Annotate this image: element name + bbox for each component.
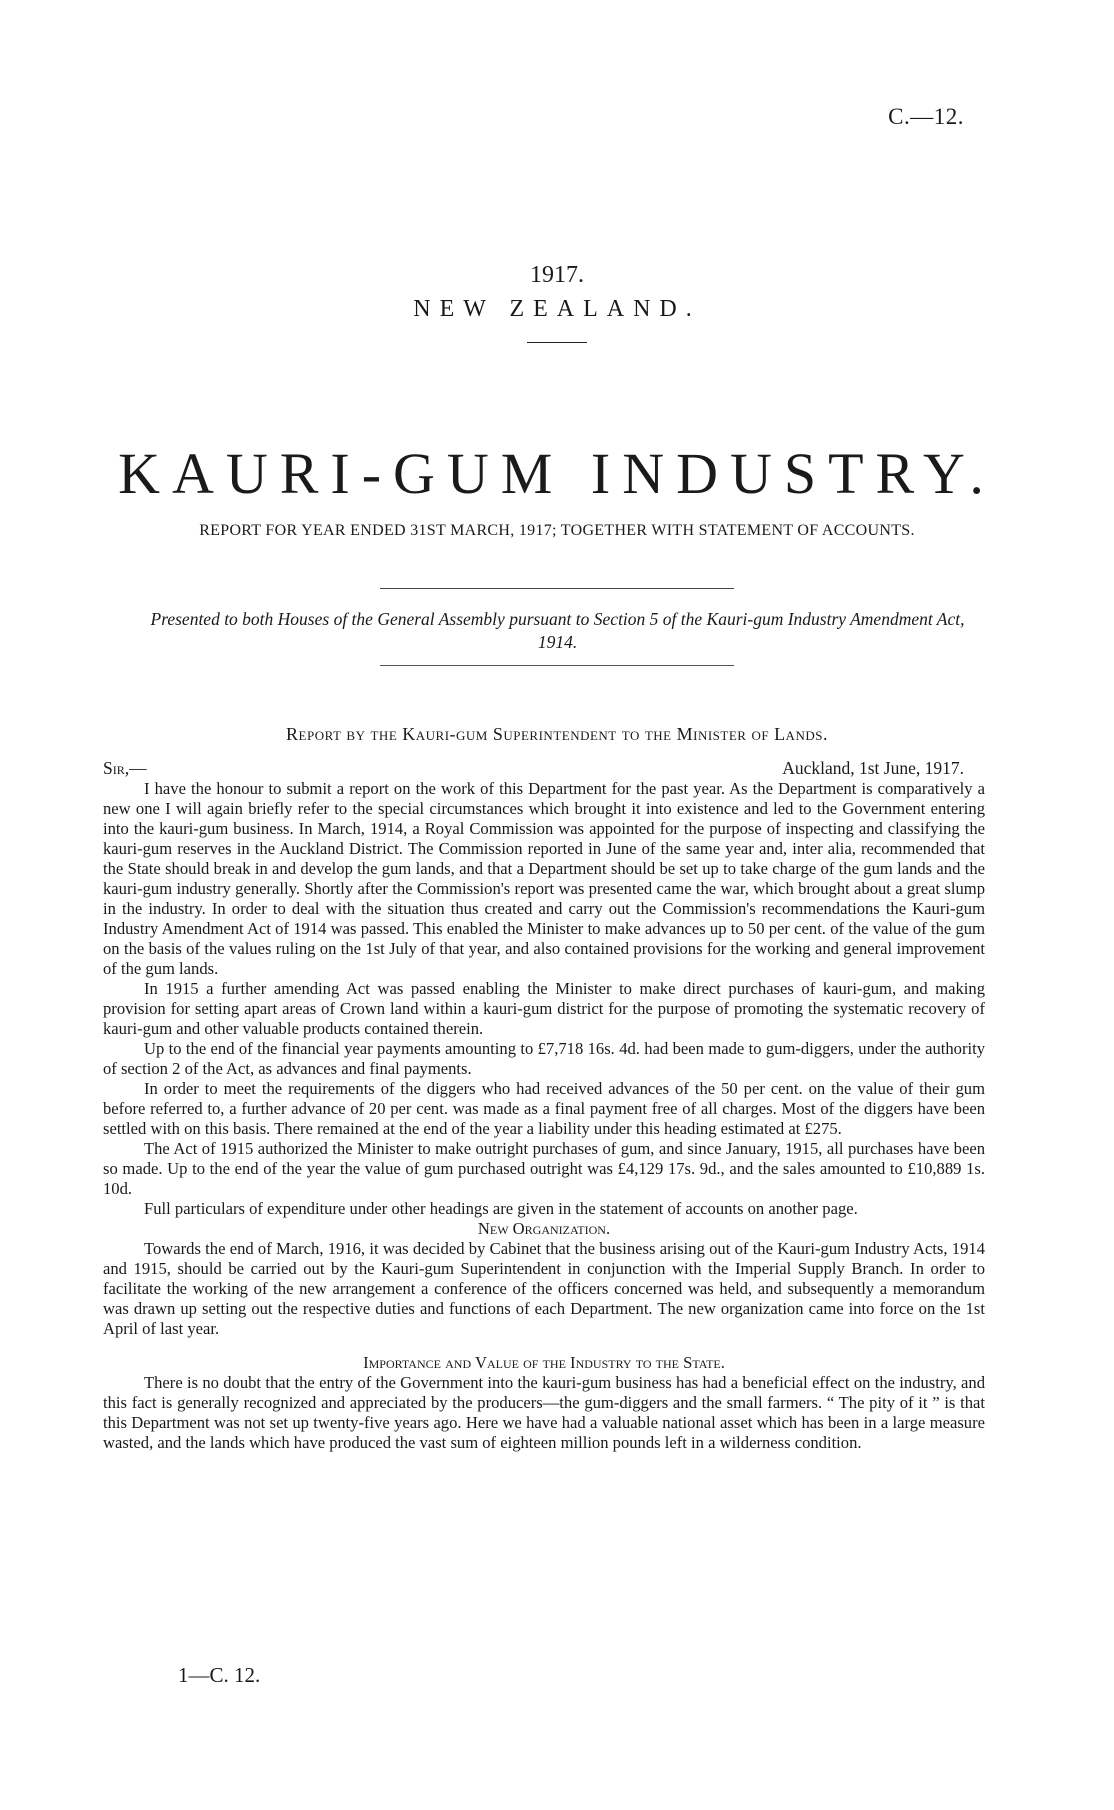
body-paragraph: Up to the end of the financial year payments amounting to £7,718 16s. 4d. had been made to gum-diggers, under the authority of section 2 of the Act, as advances and final payments.	[103, 1039, 985, 1078]
publication-year: 1917.	[530, 262, 584, 288]
document-title: KAURI-GUM INDUSTRY.	[118, 441, 996, 506]
section-heading-new-organization: New Organization.	[477, 1219, 611, 1238]
divider-rule	[380, 588, 734, 589]
country-heading: NEW ZEALAND.	[413, 296, 701, 322]
place-date: Auckland, 1st June, 1917.	[782, 758, 964, 778]
divider-rule	[380, 665, 734, 666]
body-paragraph: In order to meet the requirements of the diggers who had received advances of the 50 per cent. on the value of their gum before referred to, a further advance of 20 per cent. was made as a final payment free of all charges. Most of the diggers have been settled with on this basis. There remained at the end of the year a liability under this heading estimated at £275.	[103, 1079, 985, 1138]
report-body	[103, 779, 985, 1453]
body-paragraph: Full particulars of expenditure under other headings are given in the statement of accounts on another page.	[144, 1199, 858, 1218]
body-paragraph: In 1915 a further amending Act was passed enabling the Minister to make direct purchases of kauri-gum, and making provision for setting apart areas of Crown land within a kauri-gum district for the purpose of promoting the systematic recovery of kauri-gum and other valuable products contained therein.	[103, 979, 985, 1038]
body-paragraph: I have the honour to submit a report on the work of this Department for the past year. As the Department is comparatively a new one I will again briefly refer to the special circumstances which brought it into existence and led to the Government entering into the kauri-gum business. In March, 1914, a Royal Commission was appointed for the purpose of inspecting and classifying the kauri-gum reserves in the Auckland District. The Commission reported in June of the same year and, inter alia, recommended that the State should break in and develop the gum lands, and that a Department should be set up to take charge of the gum lands and the kauri-gum industry generally. Shortly after the Commission's report was presented came the war, which brought about a great slump in the industry. In order to deal with the situation thus created and carry out the Commission's recommendations the Kauri-gum Industry Amendment Act of 1914 was passed. This enabled the Minister to make advances up to 50 per cent. of the value of the gum on the basis of the values ruling on the 1st July of that year, and also contained provisions for the working and general improvement of the gum lands.	[103, 779, 985, 978]
salutation: Sir,—	[103, 758, 147, 778]
section-heading-importance: Importance and Value of the Industry to the State.	[363, 1353, 725, 1372]
report-heading: Report by the Kauri-gum Superintendent to the Minister of Lands.	[286, 724, 828, 744]
presentation-note: Presented to both Houses of the General Assembly pursuant to Section 5 of the Kauri-gum Industry Amendment Act, 1914.	[150, 609, 965, 652]
page-reference: C.—12.	[888, 104, 964, 129]
body-paragraph: There is no doubt that the entry of the Government into the kauri-gum business has had a beneficial effect on the industry, and this fact is generally recognized and appreciated by the producers—the gum-diggers and the small farmers. “ The pity of it ” is that this Department was not set up twenty-five years ago. Here we have had a valuable national asset which has been in a large measure wasted, and the lands which have produced the vast sum of eighteen million pounds left in a wilderness condition.	[103, 1373, 985, 1452]
footer-page-reference: 1—C. 12.	[178, 1663, 261, 1687]
divider-rule	[527, 342, 587, 343]
document-subtitle: REPORT FOR YEAR ENDED 31ST MARCH, 1917; TOGETHER WITH STATEMENT OF ACCOUNTS.	[199, 522, 915, 539]
body-paragraph: The Act of 1915 authorized the Minister to make outright purchases of gum, and since January, 1915, all purchases have been so made. Up to the end of the year the value of gum purchased outright was £4,129 17s. 9d., and the sales amounted to £10,889 1s. 10d.	[103, 1139, 985, 1198]
body-paragraph: Towards the end of March, 1916, it was decided by Cabinet that the business arising out of the Kauri-gum Industry Acts, 1914 and 1915, should be carried out by the Kauri-gum Superintendent in conjunction with the Imperial Supply Branch. In order to facilitate the working of the new arrangement a conference of the officers concerned was held, and subsequently a memorandum was drawn up setting out the respective duties and functions of each Department. The new organization came into force on the 1st April of last year.	[103, 1239, 985, 1338]
